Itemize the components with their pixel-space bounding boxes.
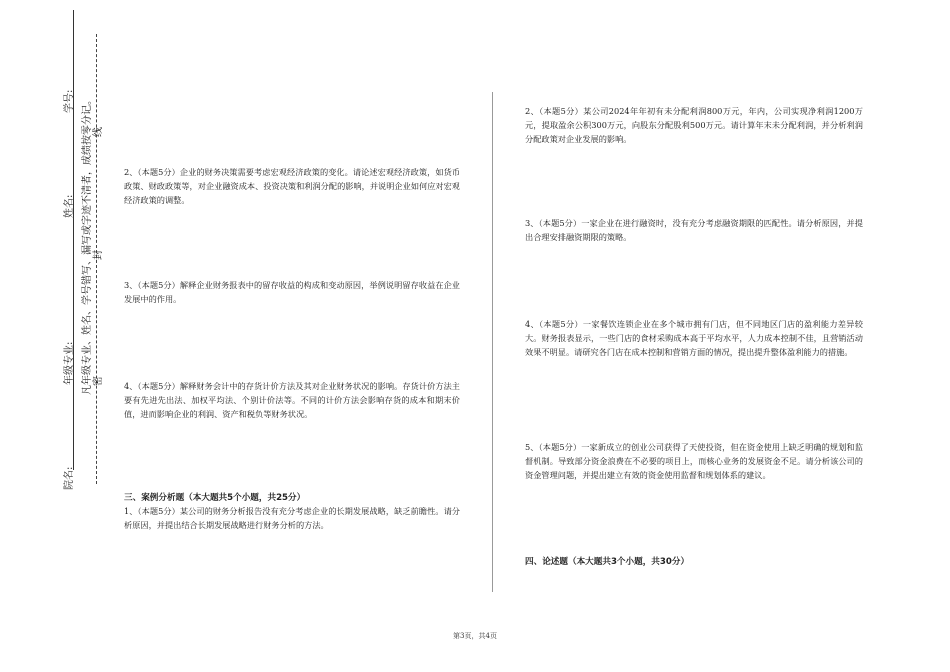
case-3: 3、（本题5分）一家企业在进行融资时，没有充分考虑融资期限的匹配性。请分析原因，并提出合理安排融资期限的策略。 bbox=[525, 218, 863, 242]
page-number: 第3页，共4页 bbox=[453, 632, 497, 640]
dense-mark: 密 bbox=[93, 376, 104, 386]
section-3-title: 三、案例分析题（本大题共5个小题，共25分） bbox=[124, 493, 306, 503]
name-label: 姓名: bbox=[64, 194, 75, 218]
case-1: 1、（本题5分）某公司的财务分析报告没有充分考虑企业的长期发展战略，缺乏前瞻性。请分析原因，并提出结合长期发展战略进行财务分析的方法。 bbox=[124, 506, 460, 530]
question-2: 2、（本题5分）企业的财务决策需要考虑宏观经济政策的变化。请论述宏观经济政策，如货币政策、财政政策等，对企业融资成本、投资决策和利润分配的影响，并说明企业如何应对宏观经济政策的调整。 bbox=[124, 167, 460, 205]
student-id-label: 学号: bbox=[64, 89, 75, 113]
question-4: 4、（本题5分）解释财务会计中的存货计价方法及其对企业财务状况的影响。存货计价方法主要有先进先出法、加权平均法、个别计价法等。不同的计价方法会影响存货的成本和期末价值，进而影响企业的利润、资产和税负等财务状况。 bbox=[124, 381, 460, 419]
case-5: 5、（本题5分）一家新成立的创业公司获得了天使投资，但在资金使用上缺乏明确的规划和监督机制。导致部分资金浪费在不必要的项目上，而核心业务的发展资金不足。请分析该公司的资金管理问题，并提出建立有效的资金使用监督和规划体系的建议。 bbox=[525, 442, 863, 480]
case-4: 4、（本题5分）一家餐饮连锁企业在多个城市拥有门店，但不同地区门店的盈利能力差异较大。财务报表显示，一些门店的食材采购成本高于平均水平，人力成本控制不佳，且营销活动效果不明显。请研究各门店在成本控制和营销方面的情况，提出提升整体盈利能力的措施。 bbox=[525, 319, 863, 357]
school-label: 院名: bbox=[64, 466, 75, 490]
line-mark: 线 bbox=[93, 127, 104, 137]
seal-mark: 封 bbox=[93, 250, 104, 260]
case-2: 2、（本题5分）某公司2024年年初有未分配利润800万元，年内，公司实现净利润1200万元，提取盈余公积300万元，向股东分配股利500万元。请计算年末未分配利润，并分析利润分配政策对企业发展的影响。 bbox=[525, 106, 863, 144]
binding-notice: 凡年级专业、姓名、学号错写、漏写或字迹不清者，成绩按零分记。 bbox=[82, 95, 93, 395]
question-3: 3、（本题5分）解释企业财务报表中的留存收益的构成和变动原因，举例说明留存收益在企业发展中的作用。 bbox=[124, 280, 460, 304]
major-label: 年级专业: bbox=[64, 341, 75, 385]
section-4-title: 四、论述题（本大题共3个小题，共30分） bbox=[525, 557, 690, 567]
